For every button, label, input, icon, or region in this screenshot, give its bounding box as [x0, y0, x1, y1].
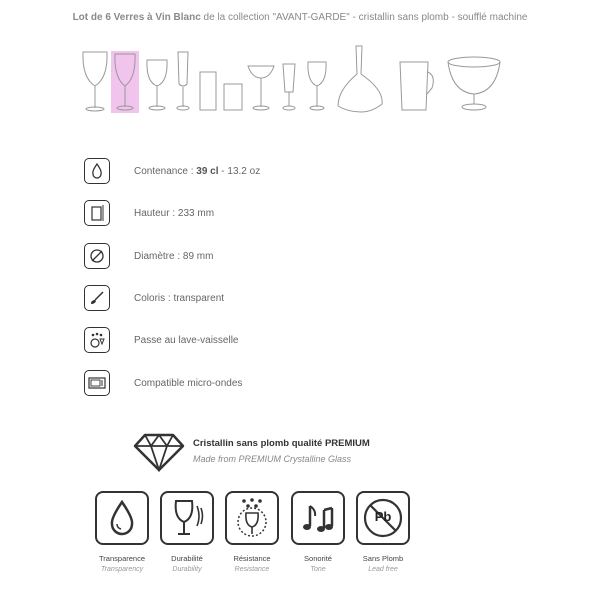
wine-glass-icon: [169, 498, 205, 538]
page-title: [0, 12, 600, 23]
title-bold: Lot de 6 Verres à Vin Blanc: [72, 12, 201, 23]
spec-microwave-text: Compatible micro-ondes: [134, 377, 243, 389]
glass-collection-strip: [78, 44, 518, 114]
spec-capacity: [84, 156, 260, 186]
feature-label-en: Durability: [172, 566, 202, 573]
feature-lead-free: [351, 491, 415, 573]
feature-label-en: Transparency: [100, 566, 144, 573]
glass-thumb-tumbler[interactable]: [222, 44, 244, 114]
decanter-thumb[interactable]: [332, 44, 390, 114]
feature-resistance: [220, 491, 284, 573]
drop-icon: [84, 158, 110, 184]
lead-badge-text: Pb: [374, 509, 392, 524]
feature-label-fr: Sonorité: [304, 554, 332, 563]
premium-banner: [133, 432, 473, 476]
capacity-value: 39 cl: [196, 165, 219, 177]
feature-label-fr: Sans Plomb: [362, 554, 404, 563]
feature-label-en: Resistance: [234, 566, 270, 573]
glass-thumb-goblet[interactable]: [304, 44, 330, 114]
microwave-icon: [84, 370, 110, 396]
spec-capacity-text: Contenance : 39 cl - 13.2 oz: [134, 165, 261, 177]
feature-label-fr: Résistance: [233, 554, 271, 563]
music-note-icon: [300, 500, 336, 536]
glass-thumb-selected[interactable]: [110, 44, 140, 114]
spec-color-text: Coloris : transparent: [134, 292, 225, 304]
spec-diameter-text: Diamètre : 89 mm: [134, 250, 214, 262]
spec-color: [84, 283, 224, 313]
drop-icon: [107, 500, 137, 536]
pitcher-thumb[interactable]: [396, 44, 438, 114]
diamond-icon: [133, 432, 185, 472]
glass-thumb-margarita[interactable]: [246, 44, 276, 114]
brush-icon: [84, 285, 110, 311]
glass-thumb-beer[interactable]: [280, 44, 298, 114]
dishwasher-icon: [84, 327, 110, 353]
spec-diameter: [84, 241, 213, 271]
glass-thumb-wine[interactable]: [78, 44, 112, 114]
spec-microwave: [84, 368, 242, 398]
feature-tone: [286, 491, 350, 573]
title-rest: de la collection "AVANT-GARDE" - cristallin sans plomb - soufflé machine: [200, 12, 528, 23]
feature-label-fr: Durabilité: [171, 554, 203, 563]
glass-thumb-flute[interactable]: [174, 44, 192, 114]
premium-subtitle: Made from PREMIUM Crystalline Glass: [193, 454, 352, 464]
feature-transparency: [90, 491, 154, 573]
feature-label-fr: Transparence: [99, 554, 145, 563]
spec-dishwasher-text: Passe au lave-vaisselle: [134, 334, 239, 346]
feature-durability: [155, 491, 219, 573]
spec-height-text: Hauteur : 233 mm: [134, 207, 215, 219]
spec-dishwasher: [84, 325, 239, 355]
resistance-icon: [232, 497, 272, 539]
bowl-thumb[interactable]: [446, 44, 502, 114]
feature-label-en: Lead free: [368, 566, 398, 573]
feature-label-en: Tone: [310, 566, 326, 573]
glass-thumb-white-wine[interactable]: [142, 44, 172, 114]
glass-thumb-highball[interactable]: [198, 44, 218, 114]
spec-height: [84, 198, 214, 228]
diameter-icon: [84, 243, 110, 269]
premium-title: Cristallin sans plomb qualité PREMIUM: [193, 438, 370, 449]
height-icon: [84, 200, 110, 226]
